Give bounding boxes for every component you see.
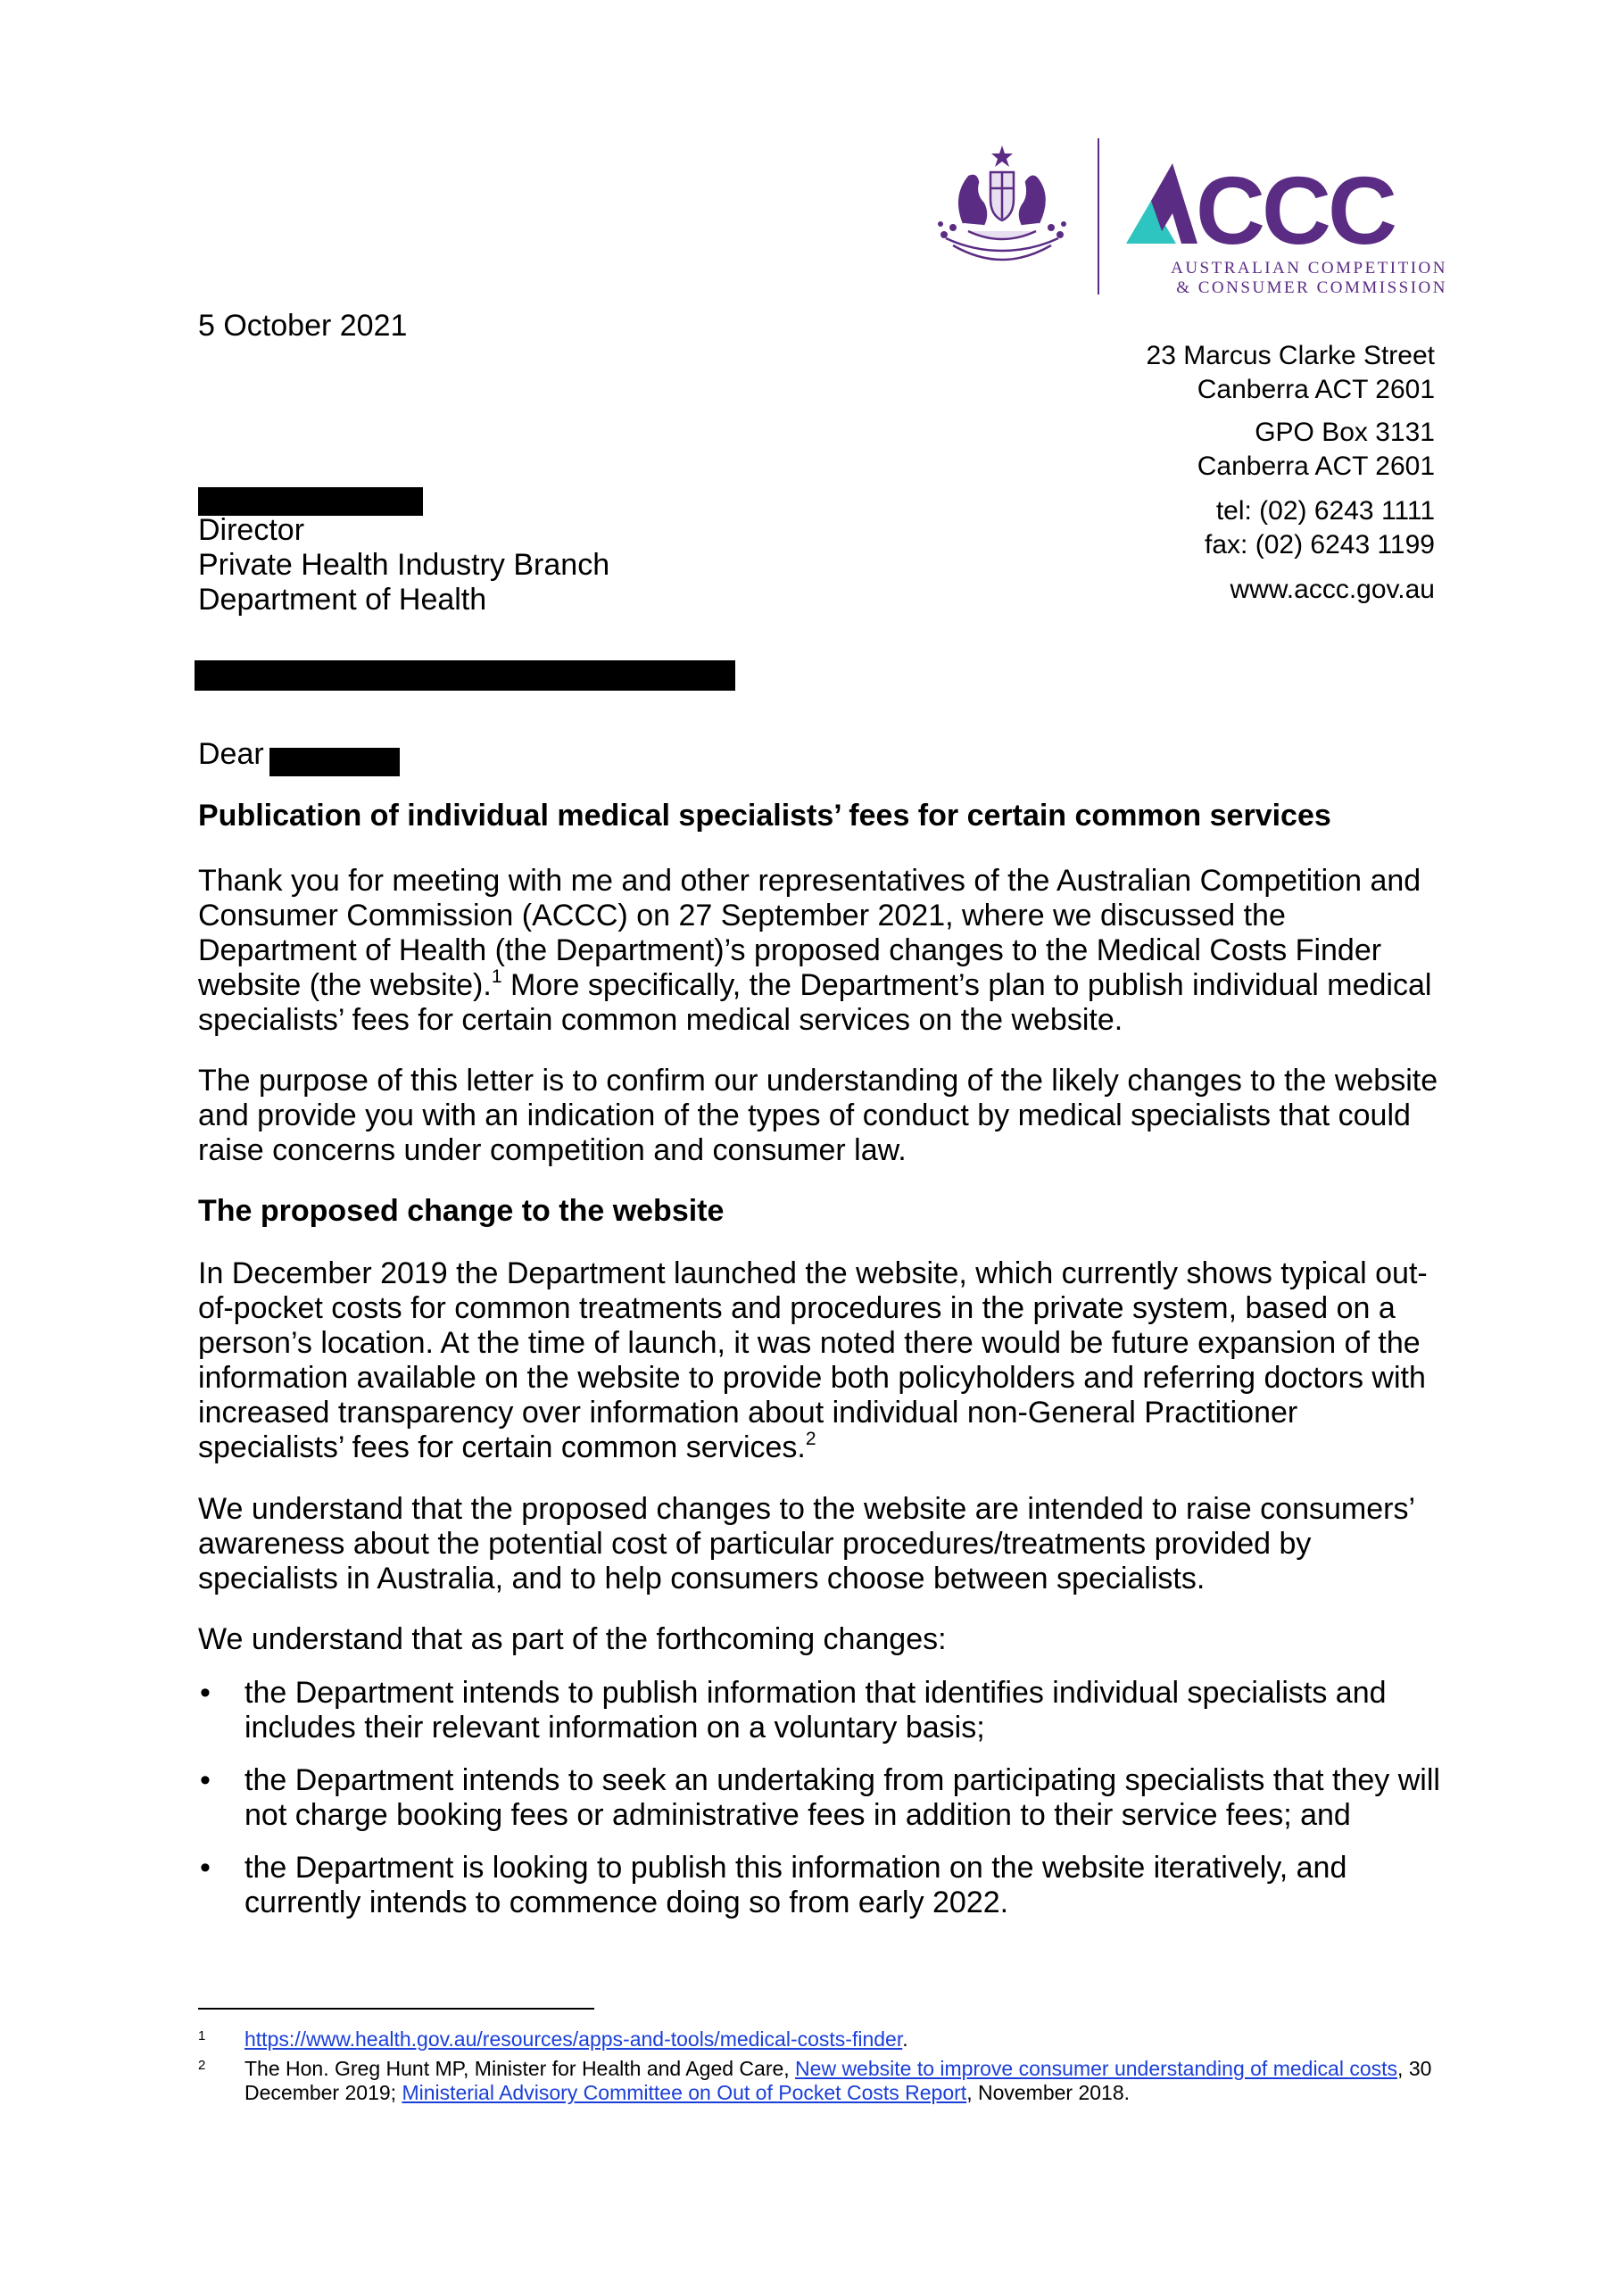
letter-subject: Publication of individual medical specialists’ fees for certain common services (198, 799, 1331, 833)
recipient-department: Department of Health (198, 583, 487, 617)
sender-city: Canberra ACT 2601 (1197, 375, 1435, 404)
footnote-1-link[interactable]: https://www.health.gov.au/resources/apps-and-tools/medical-costs-finder (244, 2027, 903, 2051)
footnote-separator (198, 2008, 594, 2010)
paragraph-4: We understand that the proposed changes to the website are intended to raise consumers’ awareness about the potential cost of particular procedures/treatments provided by specialists in Australia, and to help consumers choose between specialists. (198, 1492, 1414, 1596)
paragraph-1-part-b: More specifically, the Department’s plan to publish individual medical specialists’ fees for certain common medical services on the website. (198, 968, 1432, 1037)
bullet-icon: • (200, 1851, 211, 1885)
footnote-2-link-2[interactable]: Ministerial Advisory Committee on Out of Pocket Costs Report (402, 2081, 967, 2104)
sender-postal-city: Canberra ACT 2601 (1197, 452, 1435, 481)
redacted-recipient-name (198, 487, 423, 516)
bullet-item (198, 1851, 1440, 1920)
agency-name-line2: & CONSUMER COMMISSION (1176, 278, 1447, 297)
paragraph-1-part-a: Thank you for meeting with me and other representatives of the Australian Competition and Consumer Commission (ACCC) on 27 September 2021, where we discussed the Department of Health (the Department)’s proposed changes to the Medical Costs Finder website (the website). (198, 864, 1421, 1002)
footnote-2 (198, 2057, 1440, 2105)
recipient-title: Director (198, 513, 305, 547)
paragraph-5: We understand that as part of the forthcoming changes: (198, 1622, 947, 1656)
footnote-2-number: 2 (198, 2058, 206, 2073)
sender-fax: fax: (02) 6243 1199 (1205, 530, 1435, 559)
agency-name (1126, 259, 1447, 298)
logo-divider (1098, 138, 1099, 294)
bullet-text-2: the Department intends to seek an undertaking from participating specialists that they will not charge booking fees or administrative fees in addition to their service fees; and (244, 1763, 1440, 1832)
agency-name-line1: AUSTRALIAN COMPETITION (1171, 259, 1447, 278)
letter-date: 5 October 2021 (198, 309, 408, 343)
coat-of-arms-icon (928, 138, 1075, 263)
section-heading: The proposed change to the website (198, 1194, 725, 1228)
bullet-list (198, 1676, 1440, 1938)
bullet-icon: • (200, 1676, 211, 1710)
footnote-1 (198, 2027, 1440, 2051)
sender-street: 23 Marcus Clarke Street (1146, 341, 1435, 370)
paragraph-3 (198, 1256, 1440, 1465)
paragraph-3-text: In December 2019 the Department launched the website, which currently shows typical out-of-pocket costs for common treatments and procedures in the private system, based on a person’s location. At the time of launch, it was noted there would be future expansion of the information available on the website to provide both policyholders and referring doctors with increased transparency over information about individual non-General Practitioner specialists’ fees for certain common services. (198, 1256, 1428, 1464)
bullet-text-1: the Department intends to publish information that identifies individual specialists and includes their relevant information on a voluntary basis; (244, 1676, 1387, 1745)
footnote-1-number: 1 (198, 2028, 206, 2043)
bullet-item (198, 1676, 1440, 1745)
sender-website: www.accc.gov.au (1230, 575, 1435, 604)
svg-text:CCC: CCC (1196, 156, 1394, 264)
sender-po-box: GPO Box 3131 (1255, 418, 1435, 447)
salutation (198, 737, 264, 772)
recipient-block (198, 513, 609, 618)
redacted-recipient-address (195, 660, 735, 691)
sender-street-block (1147, 339, 1435, 407)
footnote-ref-2: 2 (805, 1428, 816, 1449)
bullet-item (198, 1763, 1440, 1833)
footnote-2-part-c: , November 2018. (966, 2081, 1131, 2104)
bullet-text-3: the Department is looking to publish this information on the website iteratively, and currently intends to commence doing so from early 2022. (244, 1851, 1347, 1919)
recipient-branch: Private Health Industry Branch (198, 548, 610, 582)
paragraph-2: The purpose of this letter is to confirm our understanding of the likely changes to the website and provide you with an indication of the types of conduct by medical specialists that could raise concerns under competition and consumer law. (198, 1064, 1438, 1167)
sender-postal-block (1197, 416, 1435, 484)
salutation-text: Dear (198, 737, 264, 771)
footnote-2-part-a: The Hon. Greg Hunt MP, Minister for Health and Aged Care, (244, 2057, 796, 2080)
footnote-1-tail: . (902, 2027, 908, 2051)
redacted-salutation-name (269, 748, 400, 776)
footnote-2-link-1[interactable]: New website to improve consumer understanding of medical costs (795, 2057, 1398, 2080)
bullet-icon: • (200, 1763, 211, 1797)
footnote-2-part-b: , 30 December 2019; (244, 2057, 1432, 2104)
footnote-ref-1: 1 (491, 966, 502, 987)
sender-tel: tel: (02) 6243 1111 (1215, 496, 1435, 526)
sender-phone-block (1205, 494, 1435, 562)
paragraph-1 (198, 864, 1440, 1038)
